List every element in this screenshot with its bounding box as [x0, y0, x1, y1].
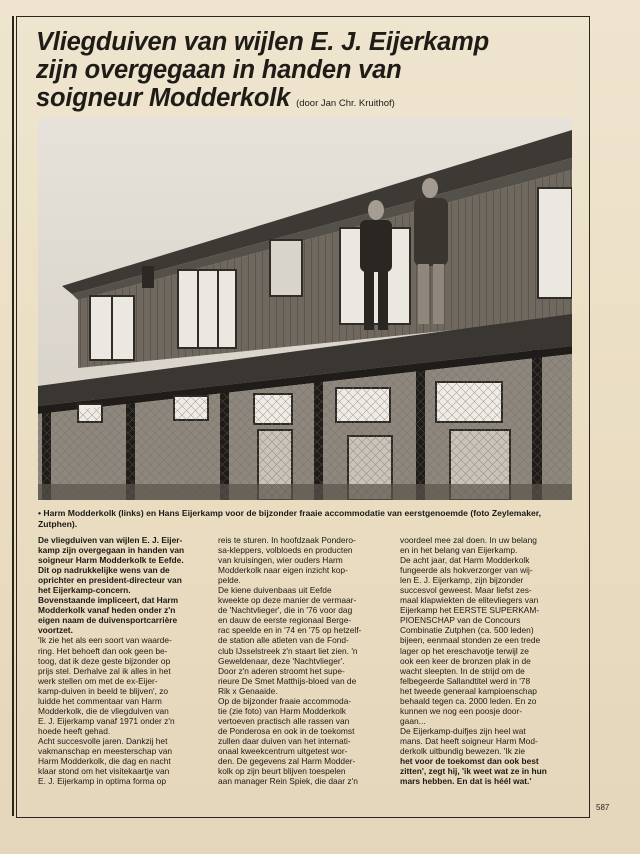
photo-caption: • Harm Modderkolk (links) en Hans Eijerkamp voor de bijzonder fraaie accommodatie van eerstgenoemde (foto Zeylemaker, Zutphen).: [38, 508, 542, 529]
column-line: ook een keer de bronzen plak in de: [400, 655, 531, 666]
column-line: Combinatie Zutphen (ca. 500 leden): [400, 625, 534, 636]
column-line: Op de bijzonder fraaie accommoda-: [218, 695, 352, 706]
column-line: het Eijerkamp-concern.: [38, 585, 131, 596]
column-line: voordeel mee zal doen. In uw belang: [400, 535, 537, 545]
column-line: felbegeerde Sallandtitel werd in '78: [400, 675, 531, 686]
column-line: klaar stond om het visitekaartje van: [38, 766, 170, 777]
column-line: den. De gegevens zal Harm Modder-: [218, 756, 356, 767]
title-line-1: Vliegduiven van wijlen E. J. Eijerkamp: [36, 28, 489, 56]
column-line: de station alle atleten van de Fond-: [218, 635, 349, 646]
column-line: zitten', zegt hij, 'ik weet wat ze in hun: [400, 766, 547, 777]
column-line: mans. Dat heeft soigneur Harm Mod-: [400, 735, 538, 746]
column-line: Rik x Genaaide.: [218, 685, 278, 696]
column-line: Door z'n aderen stroomt het supe-: [218, 665, 345, 676]
photo-illustration: [38, 118, 572, 500]
column-line: Harm Modderkolk, die dag en nacht: [38, 756, 171, 767]
column-line: het voor de toekomst dan ook best: [400, 756, 539, 767]
column-line: werk stellen om met de ex-Eijer-: [38, 675, 158, 686]
column-line: De Eijerkamp-duifjes zijn heel wat: [400, 725, 526, 736]
text-column-3: [400, 535, 572, 786]
text-column-2: [218, 535, 390, 786]
column-line: tie (zie foto) van Harm Modderkolk: [218, 705, 346, 716]
column-line: voortzet.: [38, 625, 73, 636]
column-line: Modderkolk, die de vliegduiven van: [38, 705, 169, 716]
column-line: vertoeven practisch alle rassen van: [218, 715, 350, 726]
column-line: rieure De Smet Matthijs-bloed van de: [218, 675, 357, 686]
column-line: luidde het commentaar van Harm: [38, 695, 162, 706]
column-line: oprichter en president-directeur van: [38, 575, 182, 586]
column-line: 'Ik zie het als een soort van waarde-: [38, 635, 172, 646]
column-line: Eijerkamp het EERSTE SUPERKAM-: [400, 605, 540, 616]
column-line: en dauw de eerste regionaal Berge-: [218, 615, 352, 626]
column-line: De vliegduiven van wijlen E. J. Eijer-: [38, 535, 183, 545]
column-line: wacht sleepten. In de strijd om de: [400, 665, 525, 676]
column-line: E. J. Eijerkamp vanaf 1971 onder z'n: [38, 715, 175, 726]
article-title: [36, 28, 576, 118]
column-line: reis te sturen. In hoofdzaak Pondero-: [218, 535, 356, 545]
column-line: Geweldenaar, deze 'Nachtvlieger'.: [218, 655, 345, 666]
column-line: eigen naam de duivensportcarrière: [38, 615, 178, 626]
title-line-2: zijn overgegaan in handen van: [36, 56, 402, 84]
column-line: pelde.: [218, 575, 241, 586]
column-line: onaal kweekcentrum uitgetest wor-: [218, 745, 348, 756]
column-line: gaan...: [400, 715, 426, 726]
column-line: kunnen we nog een poosje door-: [400, 705, 522, 716]
page-number: 587: [596, 803, 610, 812]
column-line: van kruisingen, wier ouders Harm: [218, 555, 343, 566]
column-line: prijs stel. Derhalve zal ik alles in het: [38, 665, 171, 676]
column-line: behaald tegen ca. 2000 leden. En zo: [400, 695, 537, 706]
column-line: Acht succesvolle jaren. Dankzij het: [38, 735, 168, 746]
column-line: E. J. Eijerkamp in optima forma op: [38, 776, 167, 787]
column-line: PIOENSCHAP van de Concours: [400, 615, 521, 626]
column-line: kweekte op deze manier de vermaar-: [218, 595, 357, 606]
column-line: ring. Het behoeft dan ook geen be-: [38, 645, 168, 656]
column-line: het tweede generaal kampioenschap: [400, 685, 537, 696]
column-line: De kiene duivenbaas uit Eefde: [218, 585, 332, 596]
column-line: maal klapwiekten de elitevliegers van: [400, 595, 539, 606]
column-line: Modderkolk naar eigen inzicht kop-: [218, 565, 348, 576]
column-line: de 'Nachtvlieger', die in '76 voor dag: [218, 605, 353, 616]
column-line: fungeerde als hokverzorger van wij-: [400, 565, 533, 576]
column-line: vakmanschap en meesterschap van: [38, 745, 173, 756]
column-line: club IJsselstreek z'n staart liet zien. 'n: [218, 645, 358, 656]
title-line-3: [36, 84, 576, 118]
column-line: derkolk uitbundig bewezen. 'Ik zie: [400, 745, 525, 756]
column-line: Bovenstaande impliceert, dat Harm: [38, 595, 179, 606]
column-line: len E. J. Eijerkamp, zijn bijzonder: [400, 575, 524, 586]
column-line: kamp-duiven in beeld te blijven', zo: [38, 685, 169, 696]
column-line: hoede heeft gehad.: [38, 725, 111, 736]
column-line: Modderkolk vanaf heden onder z'n: [38, 605, 176, 616]
column-line: kamp zijn overgegaan in handen van: [38, 545, 185, 556]
column-line: toog, dat ik deze geste bijzonder op: [38, 655, 171, 666]
column-line: aan manager Rein Spiek, die daar z'n: [218, 776, 358, 787]
column-line: kolk op zijn beurt blijven toespelen: [218, 766, 346, 777]
left-rule: [12, 16, 14, 816]
column-line: bijeen, eenmaal stonden ze een trede: [400, 635, 541, 646]
column-line: Dit op nadrukkelijke wens van de: [38, 565, 170, 576]
column-line: de Ponderosa en ook in de toekomst: [218, 725, 355, 736]
column-line: De acht jaar, dat Harm Modderkolk: [400, 555, 530, 566]
column-line: sa-kleppers, volbloeds en producten: [218, 545, 353, 556]
byline: (door Jan Chr. Kruithof): [296, 98, 395, 109]
column-line: rac speelde en in '74 en '75 op hetzelf-: [218, 625, 362, 636]
column-line: en in het belang van Eijerkamp.: [400, 545, 518, 556]
column-line: mars hebben. En dat is héél wat.': [400, 776, 532, 787]
column-line: zullen daar duiven van het internati-: [218, 735, 351, 746]
title-line-3-text: soigneur Modderkolk: [36, 84, 291, 112]
column-line: lager op het ereschavotje terwijl ze: [400, 645, 529, 656]
article-photo: [38, 118, 572, 500]
column-line: succesvol geweest. Maar liefst zes-: [400, 585, 532, 596]
text-column-1: [38, 535, 208, 786]
column-line: soigneur Harm Modderkolk te Eefde.: [38, 555, 184, 566]
